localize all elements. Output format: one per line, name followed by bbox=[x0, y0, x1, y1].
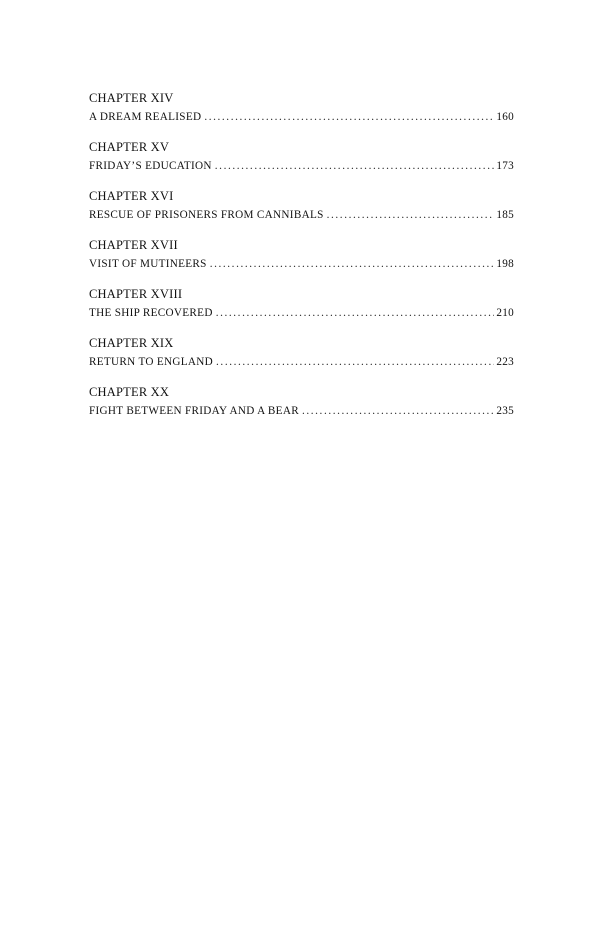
toc-entry-chapter-19 bbox=[89, 334, 514, 372]
chapter-label: CHAPTER XVI bbox=[89, 189, 174, 203]
toc-entry-chapter-17 bbox=[89, 236, 514, 274]
toc-entry-chapter-14 bbox=[89, 89, 514, 127]
dot-leader bbox=[327, 206, 495, 225]
chapter-title: VISIT OF MUTINEERS bbox=[89, 258, 207, 270]
dot-leader bbox=[215, 157, 495, 176]
page-number: 198 bbox=[496, 258, 514, 270]
chapter-title-line bbox=[89, 255, 514, 274]
chapter-title: THE SHIP RECOVERED bbox=[89, 307, 213, 319]
chapter-title: A DREAM REALISED bbox=[89, 111, 202, 123]
chapter-label: CHAPTER XVII bbox=[89, 238, 178, 252]
table-of-contents bbox=[89, 89, 514, 432]
toc-entry-chapter-15 bbox=[89, 138, 514, 176]
dot-leader bbox=[204, 108, 494, 127]
chapter-title-line bbox=[89, 402, 514, 421]
dot-leader bbox=[216, 304, 495, 323]
chapter-title: FRIDAY’S EDUCATION bbox=[89, 160, 212, 172]
chapter-label: CHAPTER XVIII bbox=[89, 287, 183, 301]
page-number: 223 bbox=[496, 356, 514, 368]
dot-leader bbox=[302, 402, 494, 421]
page-number: 210 bbox=[496, 307, 514, 319]
toc-entry-chapter-18 bbox=[89, 285, 514, 323]
chapter-title-line bbox=[89, 108, 514, 127]
page-number: 173 bbox=[496, 160, 514, 172]
dot-leader bbox=[210, 255, 495, 274]
chapter-title-line bbox=[89, 353, 514, 372]
dot-leader bbox=[216, 353, 494, 372]
chapter-label: CHAPTER XIV bbox=[89, 91, 174, 105]
chapter-label: CHAPTER XX bbox=[89, 385, 170, 399]
chapter-label: CHAPTER XIX bbox=[89, 336, 174, 350]
chapter-title: RESCUE OF PRISONERS FROM CANNIBALS bbox=[89, 209, 324, 221]
chapter-label: CHAPTER XV bbox=[89, 140, 170, 154]
toc-entry-chapter-16 bbox=[89, 187, 514, 225]
page-number: 235 bbox=[496, 405, 514, 417]
toc-entry-chapter-20 bbox=[89, 383, 514, 421]
page-number: 160 bbox=[496, 111, 514, 123]
page-number: 185 bbox=[496, 209, 514, 221]
chapter-title: RETURN TO ENGLAND bbox=[89, 356, 214, 368]
chapter-title-line bbox=[89, 304, 514, 323]
chapter-title-line bbox=[89, 206, 514, 225]
chapter-title-line bbox=[89, 157, 514, 176]
chapter-title: FIGHT BETWEEN FRIDAY AND A BEAR bbox=[89, 405, 299, 417]
